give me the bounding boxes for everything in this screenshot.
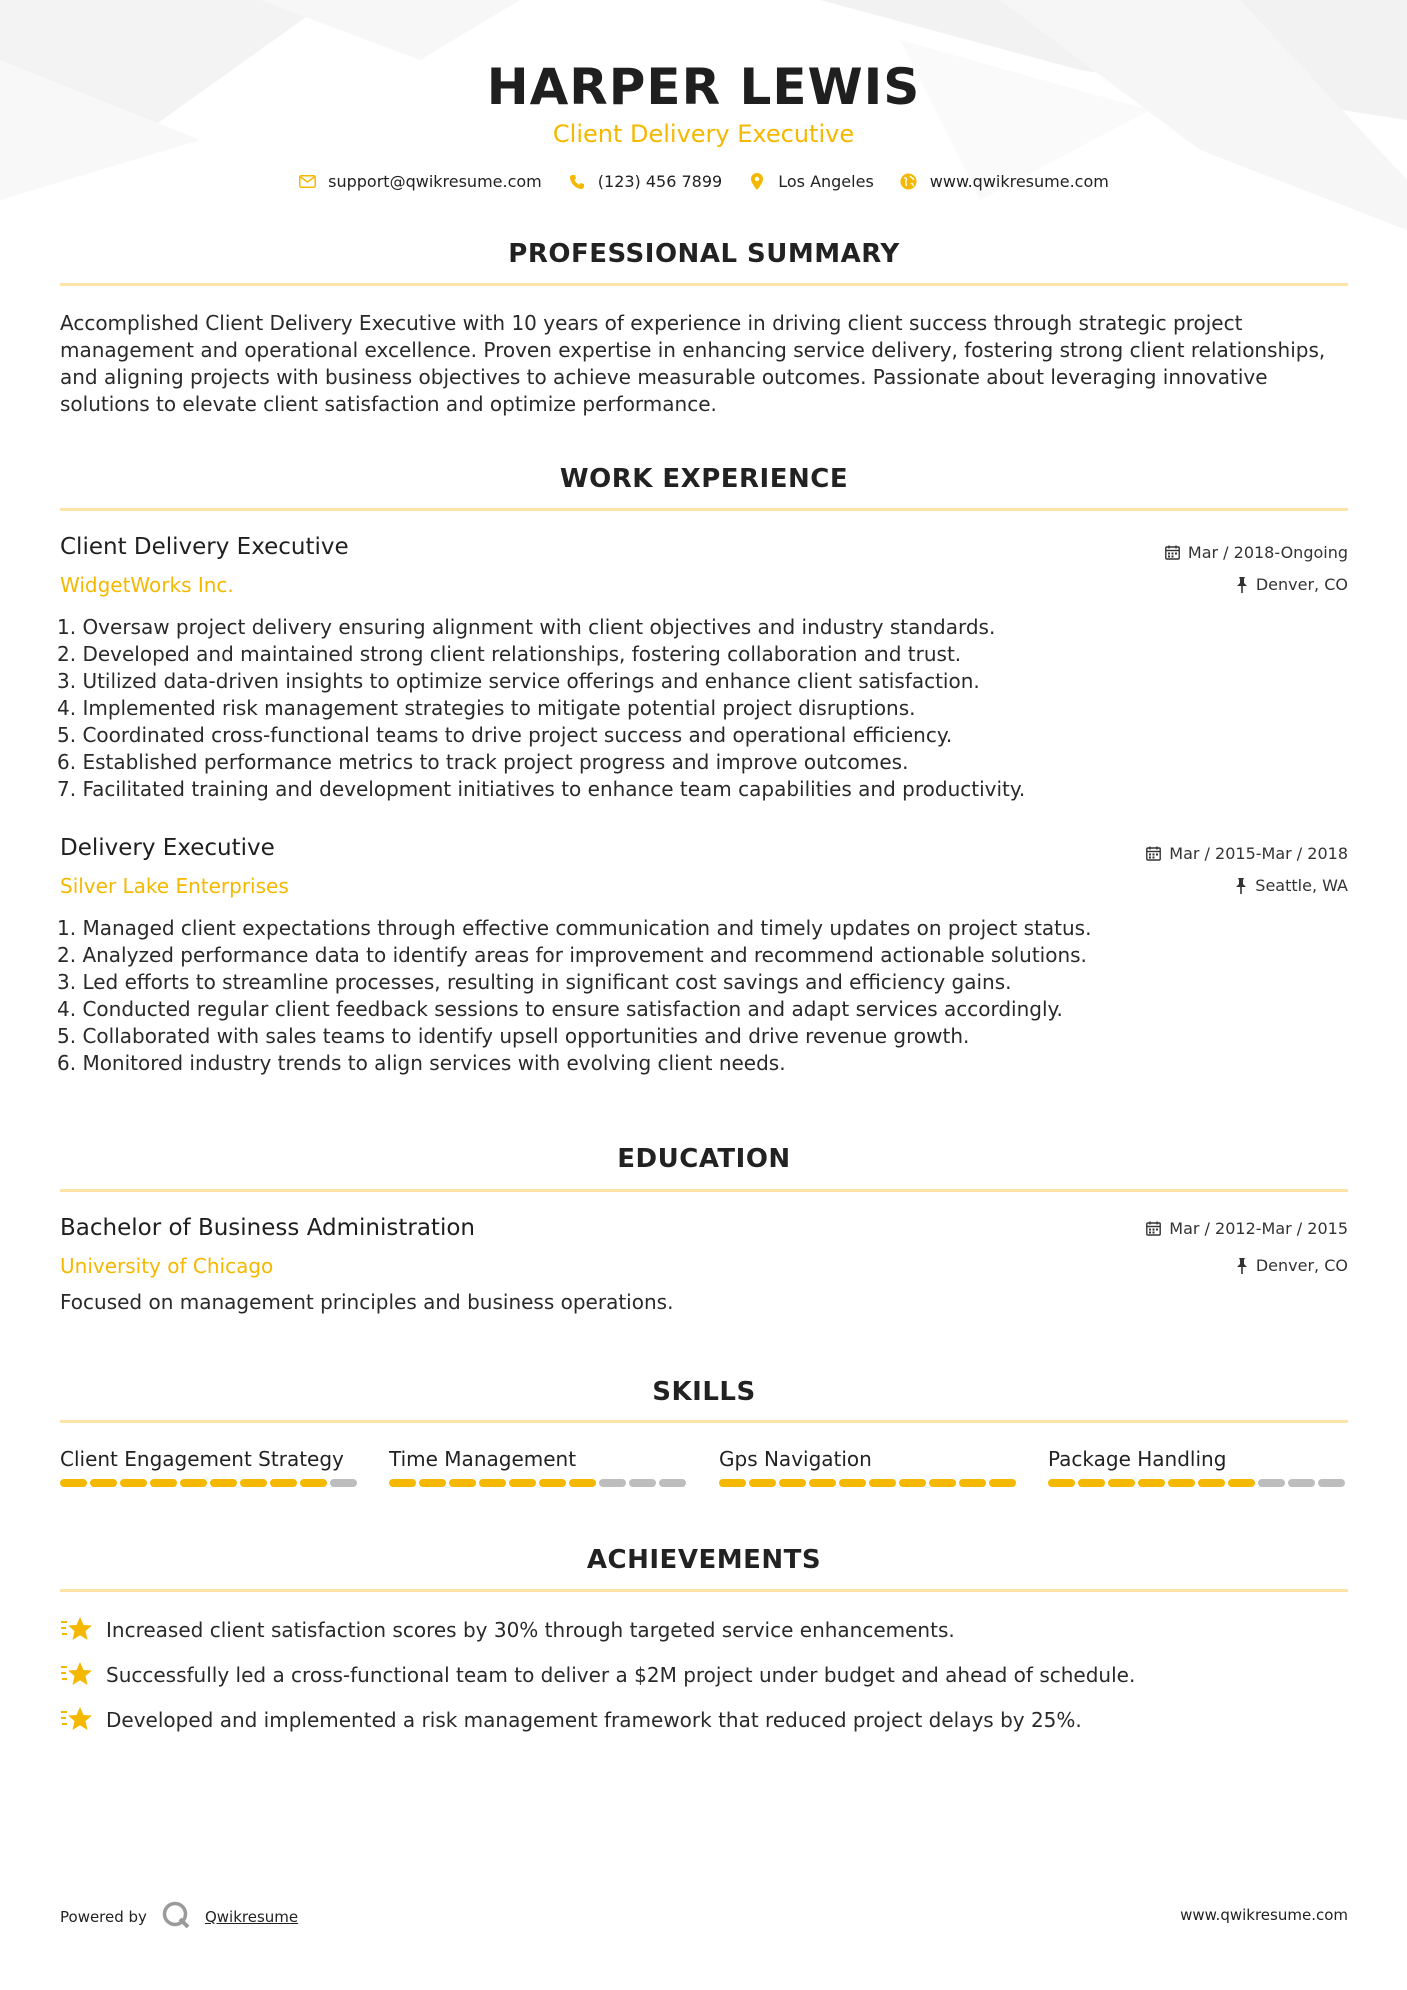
skill-name: Client Engagement Strategy xyxy=(60,1447,344,1471)
contact-phone-text: (123) 456 7899 xyxy=(597,172,723,191)
achievement-item xyxy=(60,1658,1135,1692)
contact-location-text: Los Angeles xyxy=(778,172,874,191)
list-item: 2. Developed and maintained strong client relationships, fostering collaboration and trust. xyxy=(57,642,962,666)
globe-icon xyxy=(900,173,918,191)
job-company: WidgetWorks Inc. xyxy=(60,573,234,597)
contact-email[interactable] xyxy=(298,172,542,191)
skill-segment-filled xyxy=(959,1479,986,1487)
achievement-text: Developed and implemented a risk management framework that reduced project delays by 25%. xyxy=(106,1708,1082,1732)
contact-email-text: support@qwikresume.com xyxy=(328,172,542,191)
qwikresume-logo-icon xyxy=(161,1900,191,1934)
skill-segment-filled xyxy=(449,1479,476,1487)
list-item: 6. Established performance metrics to track project progress and improve outcomes. xyxy=(57,750,909,774)
job-location xyxy=(1235,876,1348,895)
candidate-name: HARPER LEWIS xyxy=(486,58,921,116)
contact-website[interactable] xyxy=(900,172,1109,191)
skill-segment-filled xyxy=(989,1479,1016,1487)
skill-segment-filled xyxy=(419,1479,446,1487)
list-item: 4. Implemented risk management strategies to mitigate potential project disruptions. xyxy=(57,696,916,720)
section-title-summary: PROFESSIONAL SUMMARY xyxy=(508,239,900,269)
skill-segment-filled xyxy=(210,1479,237,1487)
list-item: 5. Coordinated cross-functional teams to drive project success and operational efficiency. xyxy=(57,723,953,747)
pushpin-icon xyxy=(1236,1258,1248,1274)
section-divider xyxy=(60,1420,1348,1423)
skill-segment-filled xyxy=(779,1479,806,1487)
section-title-education: EDUCATION xyxy=(617,1144,791,1174)
map-pin-icon xyxy=(748,173,766,191)
skill-segment-filled xyxy=(1048,1479,1075,1487)
skill-segment-filled xyxy=(1078,1479,1105,1487)
skill-segment-filled xyxy=(150,1479,177,1487)
skill-segment-filled xyxy=(869,1479,896,1487)
section-title-achievements: ACHIEVEMENTS xyxy=(586,1545,822,1575)
contact-phone[interactable] xyxy=(568,172,722,191)
skill-segment-filled xyxy=(1198,1479,1225,1487)
skill-segment-filled xyxy=(60,1479,87,1487)
job-bullets xyxy=(57,915,1307,1077)
list-item: 3. Utilized data-driven insights to optimize service offerings and enhance client satisfaction. xyxy=(57,669,980,693)
education-location-text: Denver, CO xyxy=(1255,1256,1348,1275)
skill-segment-filled xyxy=(1138,1479,1165,1487)
star-trophy-icon xyxy=(60,1703,94,1737)
list-item: 6. Monitored industry trends to align services with evolving client needs. xyxy=(57,1051,786,1075)
achievement-item xyxy=(60,1613,955,1647)
section-divider xyxy=(60,508,1348,511)
achievement-item xyxy=(60,1703,1082,1737)
education-dates xyxy=(1146,1219,1348,1238)
section-divider xyxy=(60,283,1348,286)
section-title-experience: WORK EXPERIENCE xyxy=(559,464,849,494)
skill-segment-filled xyxy=(509,1479,536,1487)
candidate-role: Client Delivery Executive xyxy=(552,120,855,148)
contact-bar xyxy=(0,172,1407,191)
skill-segment-filled xyxy=(479,1479,506,1487)
job-dates xyxy=(1146,844,1348,863)
job-dates-text: Mar / 2015-Mar / 2018 xyxy=(1169,844,1348,863)
skill-segment-empty xyxy=(599,1479,626,1487)
skill-segment-filled xyxy=(1228,1479,1255,1487)
skill-segment-filled xyxy=(120,1479,147,1487)
pushpin-icon xyxy=(1236,577,1248,593)
education-location xyxy=(1236,1256,1348,1275)
job-title: Client Delivery Executive xyxy=(60,534,349,560)
envelope-icon xyxy=(298,173,316,191)
job-dates xyxy=(1165,543,1348,562)
education-school: University of Chicago xyxy=(60,1254,274,1278)
list-item: 2. Analyzed performance data to identify areas for improvement and recommend actionable solutions. xyxy=(57,943,1087,967)
pushpin-icon xyxy=(1235,878,1247,894)
skill-level-bar xyxy=(389,1479,689,1487)
job-dates-text: Mar / 2018-Ongoing xyxy=(1187,543,1348,562)
skill-segment-filled xyxy=(180,1479,207,1487)
skill-segment-filled xyxy=(270,1479,297,1487)
list-item: 7. Facilitated training and development initiatives to enhance team capabilities and productivity. xyxy=(57,777,1026,801)
list-item: 1. Managed client expectations through effective communication and timely updates on project status. xyxy=(57,916,1092,940)
list-item: 5. Collaborated with sales teams to identify upsell opportunities and drive revenue growth. xyxy=(57,1024,970,1048)
skill-level-bar xyxy=(719,1479,1019,1487)
footer-powered-by xyxy=(60,1900,298,1934)
skill-item xyxy=(1048,1447,1348,1487)
qwikresume-link[interactable]: Qwikresume xyxy=(204,1908,299,1926)
job-location xyxy=(1236,575,1348,594)
job-company: Silver Lake Enterprises xyxy=(60,874,289,898)
contact-website-text: www.qwikresume.com xyxy=(929,172,1109,191)
skill-segment-filled xyxy=(1168,1479,1195,1487)
skill-segment-filled xyxy=(389,1479,416,1487)
phone-icon xyxy=(568,173,586,191)
skill-segment-filled xyxy=(719,1479,746,1487)
skill-segment-filled xyxy=(929,1479,956,1487)
section-divider xyxy=(60,1589,1348,1592)
job-bullets xyxy=(57,614,1307,803)
skill-item xyxy=(389,1447,689,1487)
skill-name: Gps Navigation xyxy=(719,1447,872,1471)
skill-segment-filled xyxy=(240,1479,267,1487)
skill-segment-empty xyxy=(1318,1479,1345,1487)
skill-segment-filled xyxy=(300,1479,327,1487)
job-location-text: Denver, CO xyxy=(1255,575,1348,594)
skill-segment-filled xyxy=(899,1479,926,1487)
skill-item xyxy=(60,1447,360,1487)
contact-location xyxy=(748,172,874,191)
job-location-text: Seattle, WA xyxy=(1255,876,1348,895)
achievement-text: Successfully led a cross-functional team to deliver a $2M project under budget and ahead of schedule. xyxy=(106,1663,1136,1687)
skill-segment-empty xyxy=(330,1479,357,1487)
skill-item xyxy=(719,1447,1019,1487)
achievement-text: Increased client satisfaction scores by 30% through targeted service enhancements. xyxy=(106,1618,955,1642)
job-title: Delivery Executive xyxy=(60,835,275,861)
skill-segment-empty xyxy=(1258,1479,1285,1487)
section-title-skills: SKILLS xyxy=(652,1377,756,1407)
list-item: 4. Conducted regular client feedback sessions to ensure satisfaction and adapt services accordingly. xyxy=(57,997,1063,1021)
list-item: 3. Led efforts to streamline processes, resulting in significant cost savings and efficiency gains. xyxy=(57,970,1012,994)
section-divider xyxy=(60,1189,1348,1192)
star-trophy-icon xyxy=(60,1658,94,1692)
star-trophy-icon xyxy=(60,1613,94,1647)
calendar-icon xyxy=(1165,545,1180,560)
skill-segment-filled xyxy=(1108,1479,1135,1487)
skill-segment-filled xyxy=(569,1479,596,1487)
summary-text: Accomplished Client Delivery Executive with 10 years of experience in driving client success through strategic project management and operational excellence. Proven expertise in enhancing service delivery, fostering strong client relationships, and aligning projects with business objectives to achieve measurable outcomes. Passionate about leveraging innovative solutions to elevate client satisfaction and optimize performance. xyxy=(60,311,1326,416)
calendar-icon xyxy=(1146,1221,1161,1236)
skill-name: Package Handling xyxy=(1048,1447,1227,1471)
skill-segment-empty xyxy=(659,1479,686,1487)
skill-level-bar xyxy=(1048,1479,1348,1487)
skill-segment-filled xyxy=(539,1479,566,1487)
skill-segment-filled xyxy=(749,1479,776,1487)
skill-segment-filled xyxy=(90,1479,117,1487)
education-description: Focused on management principles and business operations. xyxy=(60,1290,674,1314)
calendar-icon xyxy=(1146,846,1161,861)
skill-level-bar xyxy=(60,1479,360,1487)
skill-segment-filled xyxy=(809,1479,836,1487)
footer-website[interactable]: www.qwikresume.com xyxy=(1180,1906,1348,1924)
education-dates-text: Mar / 2012-Mar / 2015 xyxy=(1169,1219,1348,1238)
skill-segment-filled xyxy=(839,1479,866,1487)
skill-segment-empty xyxy=(1288,1479,1315,1487)
skill-name: Time Management xyxy=(389,1447,577,1471)
skill-segment-empty xyxy=(629,1479,656,1487)
powered-by-label: Powered by xyxy=(60,1908,147,1926)
list-item: 1. Oversaw project delivery ensuring alignment with client objectives and industry standards. xyxy=(57,615,996,639)
education-degree: Bachelor of Business Administration xyxy=(60,1215,475,1241)
